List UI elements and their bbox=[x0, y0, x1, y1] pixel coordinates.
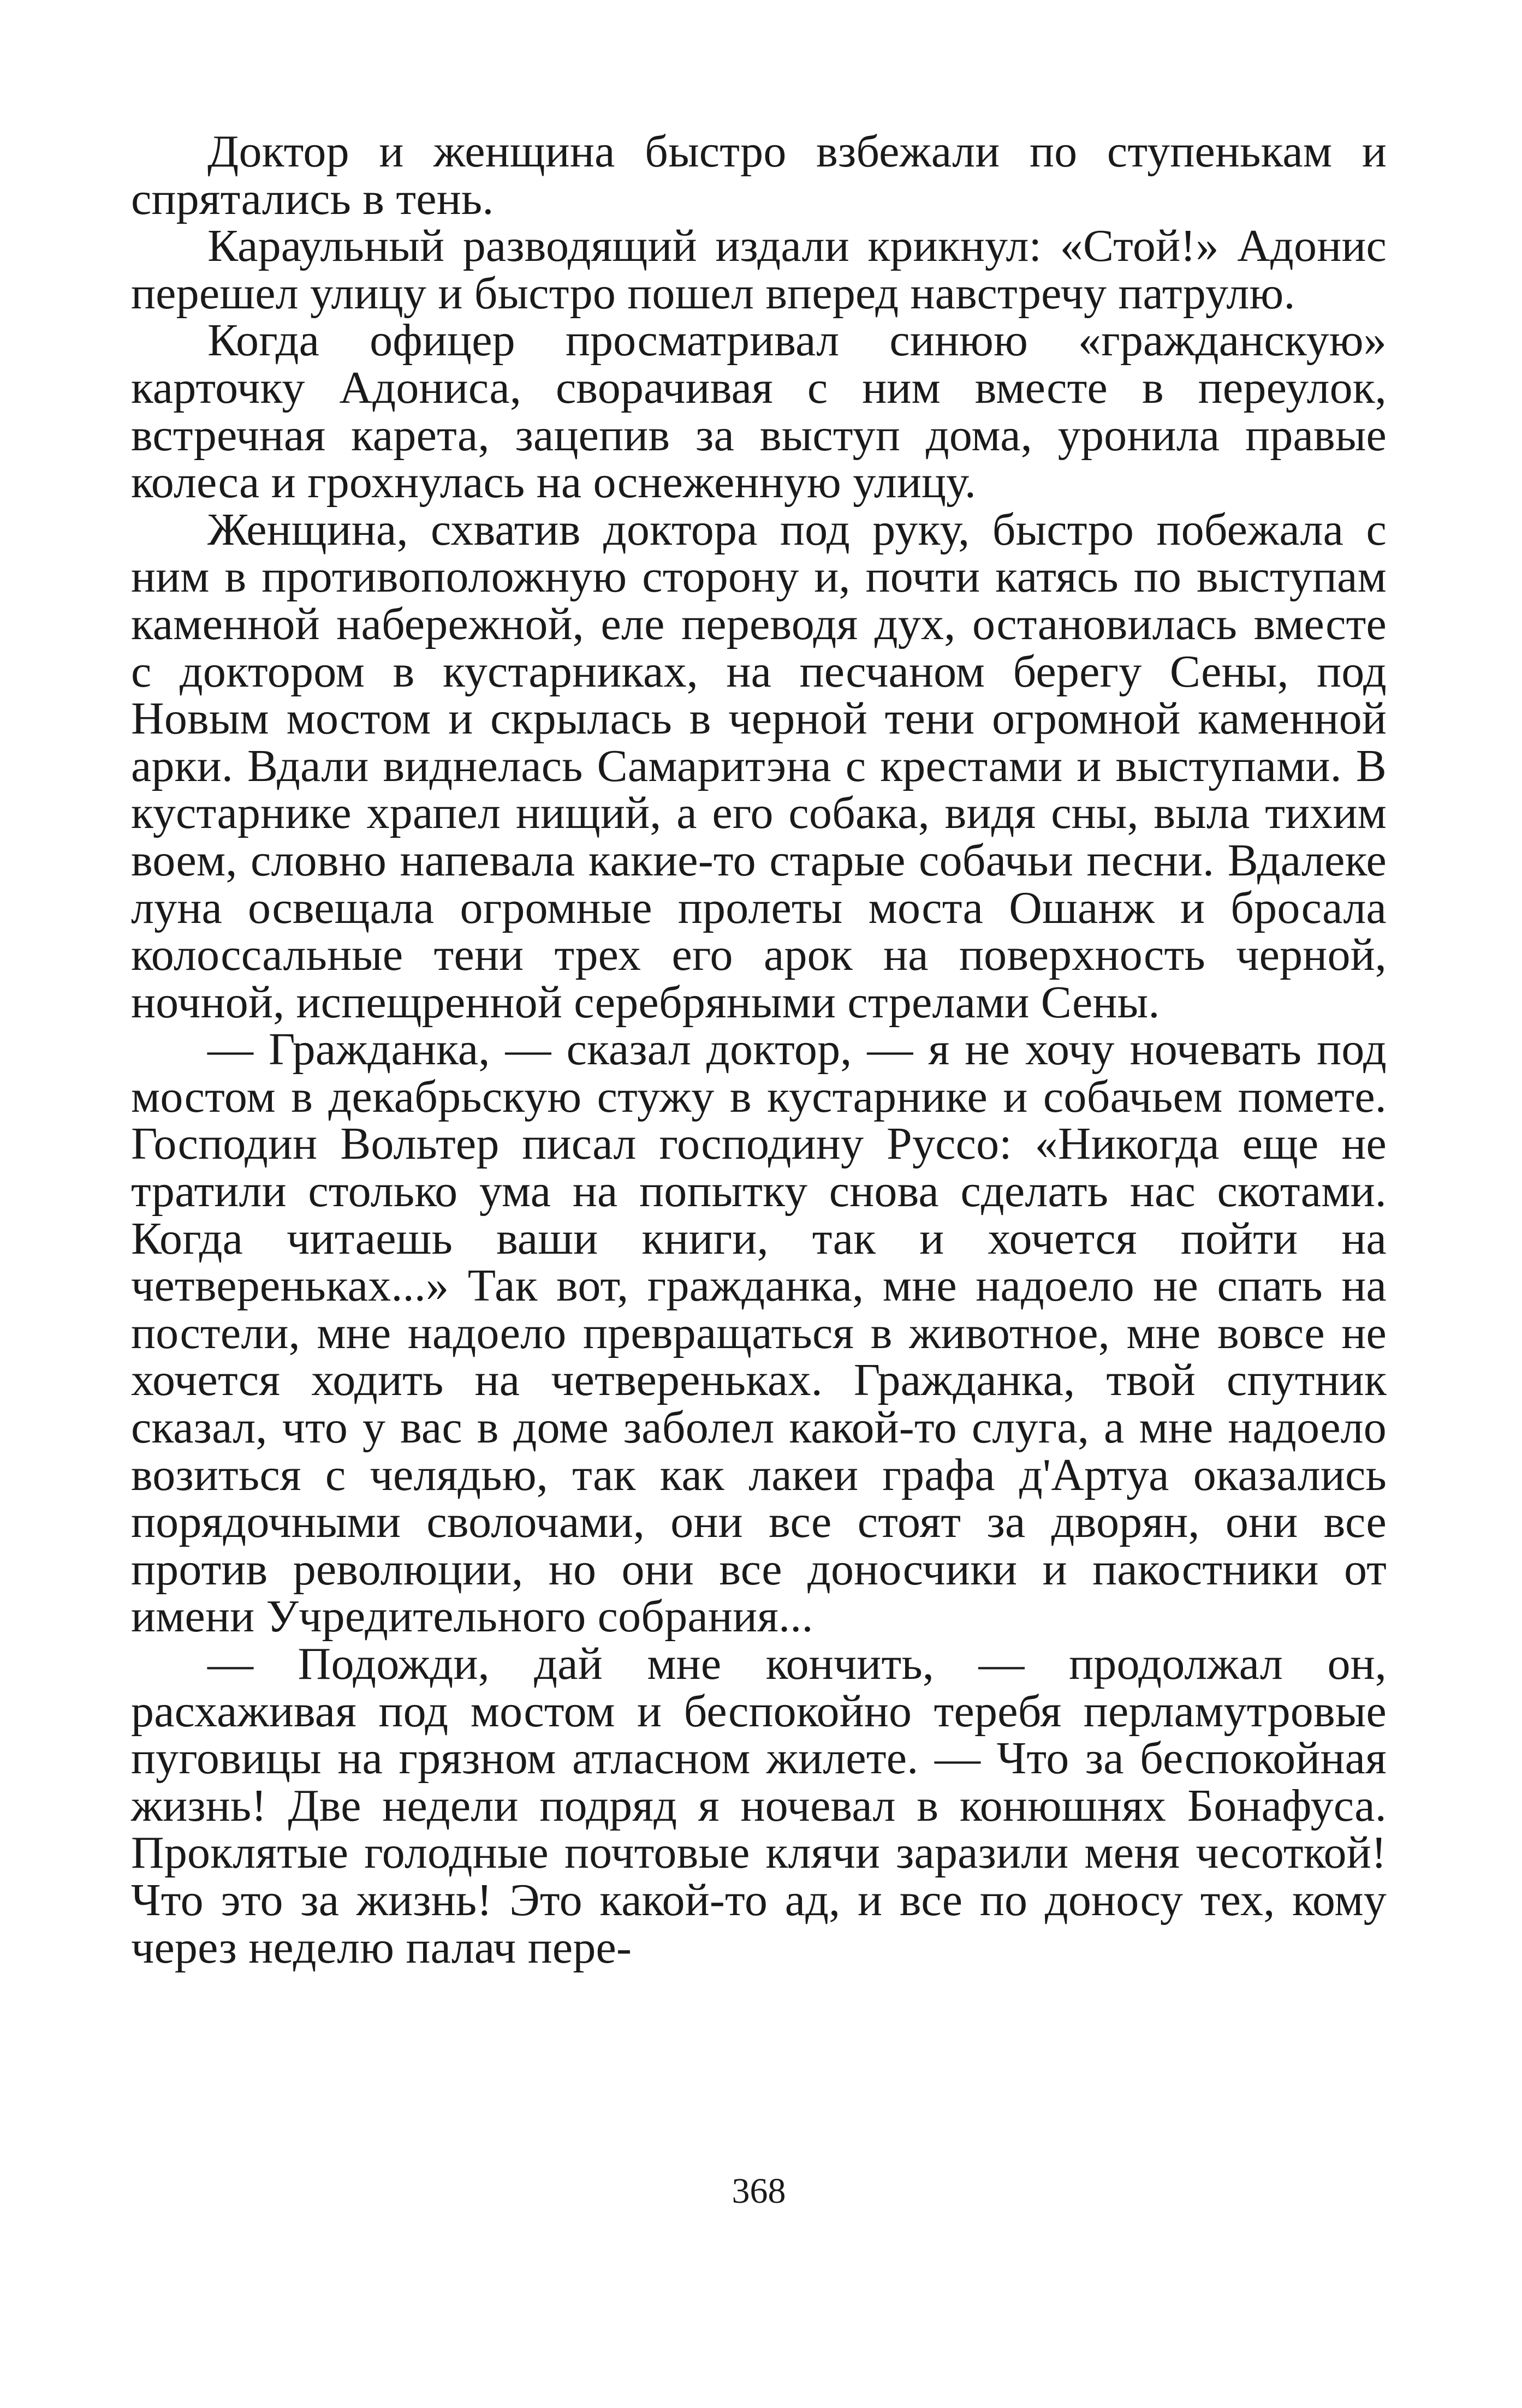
paragraph-1: Доктор и женщина быстро взбежали по ступенькам и спрятались в тень. bbox=[131, 126, 1387, 224]
book-page bbox=[131, 128, 1387, 2366]
paragraph-6: — Подожди, дай мне кончить, — продолжал он, расхаживая под мостом и беспокойно теребя перламутровые пуговицы на грязном атласном жилете. — Что за беспокойная жизнь! Две недели подряд я ночевал в конюшнях Бонафуса. Проклятые голодные почтовые клячи заразили меня чесоткой! Что это за жизнь! Это какой-то ад, и все по доносу тех, кому через неделю палач пере- bbox=[131, 1638, 1387, 1973]
paragraph-3: Когда офицер просматривал синюю «гражданскую» карточку Адониса, сворачивая с ним вместе в переулок, встречная карета, зацепив за выступ дома, уронила правые колеса и грохнулась на оснеженную улицу. bbox=[131, 315, 1387, 508]
paragraph-4: Женщина, схватив доктора под руку, быстро побежала с ним в противоположную сторону и, почти катясь по выступам каменной набережной, еле переводя дух, остановилась вместе с доктором в кустарниках, на песчаном берегу Сены, под Новым мостом и скрылась в черной тени огромной каменной арки. Вдали виднелась Самаритэна с крестами и выступами. В кустарнике храпел нищий, а его собака, видя сны, выла тихим воем, словно напевала какие-то старые собачьи песни. Вдалеке луна освещала огромные пролеты моста Ошанж и бросала колоссальные тени трех его арок на поверхность черной, ночной, испещренной серебряными стрелами Сены. bbox=[131, 504, 1387, 1028]
paragraph-5: — Гражданка, — сказал доктор, — я не хочу ночевать под мостом в декабрьскую стужу в кустарнике и собачьем помете. Господин Вольтер писал господину Руссо: «Никогда еще не тратили столько ума на попытку снова сделать нас скотами. Когда читаешь ваши книги, так и хочется пойти на четвереньках...» Так вот, гражданка, мне надоело не спать на постели, мне надоело превращаться в животное, мне вовсе не хочется ходить на четвереньках. Гражданка, твой спутник сказал, что у вас в доме заболел какой-то слуга, а мне надоело возиться с челядью, так как лакеи графа д'Артуа оказались порядочными сволочами, они все стоят за дворян, они все против революции, но они все доносчики и пакостники от имени Учредительного собрания... bbox=[131, 1024, 1387, 1642]
paragraph-2: Караульный разводящий издали крикнул: «Стой!» Адонис перешел улицу и быстро пошел вперед навстречу патрулю. bbox=[131, 220, 1387, 319]
page-body-text bbox=[131, 128, 1387, 1971]
page-number: 368 bbox=[732, 2171, 786, 2211]
